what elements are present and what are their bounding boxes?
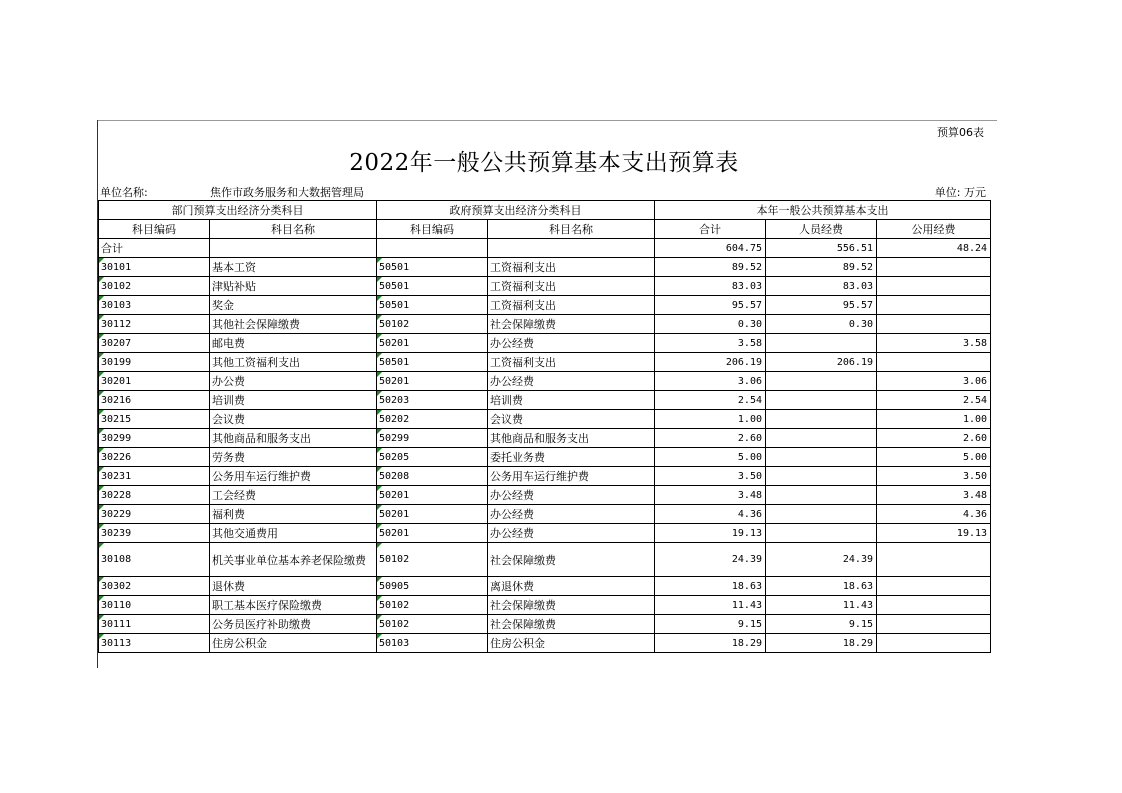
row-gov-code: 50103 bbox=[377, 634, 488, 653]
row-public bbox=[877, 543, 991, 577]
table-row bbox=[99, 486, 991, 505]
total-public: 48.24 bbox=[877, 239, 991, 258]
row-gov-code: 50102 bbox=[377, 596, 488, 615]
row-personnel bbox=[766, 486, 877, 505]
row-total: 1.00 bbox=[655, 410, 766, 429]
row-gov-code: 50201 bbox=[377, 505, 488, 524]
row-personnel bbox=[766, 372, 877, 391]
row-personnel: 11.43 bbox=[766, 596, 877, 615]
row-dept-code: 30215 bbox=[99, 410, 210, 429]
row-dept-name: 劳务费 bbox=[210, 448, 377, 467]
row-dept-code: 30231 bbox=[99, 467, 210, 486]
header-budget-group: 本年一般公共预算基本支出 bbox=[655, 201, 991, 220]
row-public: 3.58 bbox=[877, 334, 991, 353]
row-public: 5.00 bbox=[877, 448, 991, 467]
row-dept-name: 基本工资 bbox=[210, 258, 377, 277]
row-gov-code: 50299 bbox=[377, 429, 488, 448]
row-dept-name: 其他社会保障缴费 bbox=[210, 315, 377, 334]
row-dept-name: 其他交通费用 bbox=[210, 524, 377, 543]
row-total: 18.29 bbox=[655, 634, 766, 653]
total-row bbox=[99, 239, 991, 258]
row-dept-name: 津贴补贴 bbox=[210, 277, 377, 296]
row-total: 3.58 bbox=[655, 334, 766, 353]
row-public bbox=[877, 315, 991, 334]
row-gov-code: 50501 bbox=[377, 353, 488, 372]
row-gov-name: 办公经费 bbox=[488, 334, 655, 353]
row-dept-name: 其他工资福利支出 bbox=[210, 353, 377, 372]
row-gov-name: 培训费 bbox=[488, 391, 655, 410]
row-gov-name: 办公经费 bbox=[488, 505, 655, 524]
row-gov-code: 50203 bbox=[377, 391, 488, 410]
row-dept-name: 退休费 bbox=[210, 577, 377, 596]
row-personnel: 18.63 bbox=[766, 577, 877, 596]
table-row bbox=[99, 543, 991, 577]
row-dept-code: 30110 bbox=[99, 596, 210, 615]
row-dept-code: 30113 bbox=[99, 634, 210, 653]
row-dept-name: 办公费 bbox=[210, 372, 377, 391]
row-gov-name: 工资福利支出 bbox=[488, 277, 655, 296]
row-gov-code: 50202 bbox=[377, 410, 488, 429]
row-personnel: 206.19 bbox=[766, 353, 877, 372]
row-gov-name: 办公经费 bbox=[488, 524, 655, 543]
row-dept-name: 福利费 bbox=[210, 505, 377, 524]
row-personnel: 95.57 bbox=[766, 296, 877, 315]
row-total: 18.63 bbox=[655, 577, 766, 596]
header-dept-name: 科目名称 bbox=[210, 220, 377, 239]
row-public bbox=[877, 577, 991, 596]
table-row bbox=[99, 334, 991, 353]
row-gov-code: 50201 bbox=[377, 334, 488, 353]
table-row bbox=[99, 615, 991, 634]
row-gov-name: 离退休费 bbox=[488, 577, 655, 596]
header-group-row bbox=[99, 201, 991, 220]
row-personnel bbox=[766, 334, 877, 353]
header-dept-code: 科目编码 bbox=[99, 220, 210, 239]
table-row bbox=[99, 634, 991, 653]
row-public: 3.48 bbox=[877, 486, 991, 505]
table-row bbox=[99, 596, 991, 615]
row-total: 9.15 bbox=[655, 615, 766, 634]
row-dept-code: 30239 bbox=[99, 524, 210, 543]
header-gov-group: 政府预算支出经济分类科目 bbox=[377, 201, 655, 220]
row-personnel: 24.39 bbox=[766, 543, 877, 577]
table-row bbox=[99, 524, 991, 543]
table-row bbox=[99, 353, 991, 372]
row-dept-code: 30201 bbox=[99, 372, 210, 391]
row-total: 2.60 bbox=[655, 429, 766, 448]
row-total: 11.43 bbox=[655, 596, 766, 615]
header-gov-name: 科目名称 bbox=[488, 220, 655, 239]
total-sum: 604.75 bbox=[655, 239, 766, 258]
row-total: 2.54 bbox=[655, 391, 766, 410]
row-public: 19.13 bbox=[877, 524, 991, 543]
row-dept-code: 30103 bbox=[99, 296, 210, 315]
header-public: 公用经费 bbox=[877, 220, 991, 239]
row-gov-code: 50501 bbox=[377, 296, 488, 315]
row-gov-name: 住房公积金 bbox=[488, 634, 655, 653]
header-personnel: 人员经费 bbox=[766, 220, 877, 239]
row-personnel bbox=[766, 391, 877, 410]
row-personnel: 18.29 bbox=[766, 634, 877, 653]
row-public: 3.50 bbox=[877, 467, 991, 486]
table-row bbox=[99, 296, 991, 315]
row-dept-name: 工会经费 bbox=[210, 486, 377, 505]
row-gov-code: 50501 bbox=[377, 258, 488, 277]
row-dept-name: 培训费 bbox=[210, 391, 377, 410]
row-gov-name: 社会保障缴费 bbox=[488, 596, 655, 615]
header-dept-group: 部门预算支出经济分类科目 bbox=[99, 201, 377, 220]
row-public: 2.60 bbox=[877, 429, 991, 448]
row-gov-code: 50102 bbox=[377, 543, 488, 577]
row-dept-code: 30102 bbox=[99, 277, 210, 296]
row-total: 3.06 bbox=[655, 372, 766, 391]
row-personnel: 83.03 bbox=[766, 277, 877, 296]
sheet-code: 预算06表 bbox=[937, 126, 984, 139]
row-personnel: 89.52 bbox=[766, 258, 877, 277]
table-row bbox=[99, 467, 991, 486]
table-row bbox=[99, 577, 991, 596]
row-dept-code: 30299 bbox=[99, 429, 210, 448]
row-gov-name: 工资福利支出 bbox=[488, 258, 655, 277]
row-dept-code: 30226 bbox=[99, 448, 210, 467]
row-personnel: 9.15 bbox=[766, 615, 877, 634]
row-gov-name: 社会保障缴费 bbox=[488, 315, 655, 334]
header-gov-code: 科目编码 bbox=[377, 220, 488, 239]
row-total: 206.19 bbox=[655, 353, 766, 372]
row-personnel bbox=[766, 429, 877, 448]
row-public bbox=[877, 258, 991, 277]
row-public bbox=[877, 634, 991, 653]
row-total: 3.50 bbox=[655, 467, 766, 486]
table-row bbox=[99, 429, 991, 448]
row-public: 3.06 bbox=[877, 372, 991, 391]
row-gov-code: 50208 bbox=[377, 467, 488, 486]
row-personnel bbox=[766, 524, 877, 543]
table-row bbox=[99, 372, 991, 391]
row-dept-code: 30207 bbox=[99, 334, 210, 353]
table-row bbox=[99, 448, 991, 467]
row-dept-name: 公务员医疗补助缴费 bbox=[210, 615, 377, 634]
row-dept-name: 奖金 bbox=[210, 296, 377, 315]
row-public bbox=[877, 296, 991, 315]
row-gov-code: 50201 bbox=[377, 372, 488, 391]
table-row bbox=[99, 315, 991, 334]
row-gov-code: 50501 bbox=[377, 277, 488, 296]
row-personnel bbox=[766, 410, 877, 429]
row-gov-name: 会议费 bbox=[488, 410, 655, 429]
row-gov-name: 社会保障缴费 bbox=[488, 615, 655, 634]
table-row bbox=[99, 258, 991, 277]
table-row bbox=[99, 391, 991, 410]
row-total: 83.03 bbox=[655, 277, 766, 296]
unit-label: 单位名称: bbox=[100, 186, 148, 199]
row-dept-code: 30111 bbox=[99, 615, 210, 634]
row-dept-name: 住房公积金 bbox=[210, 634, 377, 653]
row-gov-name: 社会保障缴费 bbox=[488, 543, 655, 577]
department-name: 焦作市政务服务和大数据管理局 bbox=[210, 186, 364, 199]
row-dept-name: 机关事业单位基本养老保险缴费 bbox=[210, 543, 377, 577]
row-gov-name: 公务用车运行维护费 bbox=[488, 467, 655, 486]
row-gov-name: 委托业务费 bbox=[488, 448, 655, 467]
row-dept-code: 30108 bbox=[99, 543, 210, 577]
row-total: 24.39 bbox=[655, 543, 766, 577]
row-dept-name: 邮电费 bbox=[210, 334, 377, 353]
row-total: 19.13 bbox=[655, 524, 766, 543]
row-dept-name: 会议费 bbox=[210, 410, 377, 429]
total-label: 合计 bbox=[99, 239, 210, 258]
row-dept-code: 30199 bbox=[99, 353, 210, 372]
table-row bbox=[99, 277, 991, 296]
row-dept-code: 30302 bbox=[99, 577, 210, 596]
row-dept-code: 30229 bbox=[99, 505, 210, 524]
row-gov-code: 50102 bbox=[377, 615, 488, 634]
row-total: 5.00 bbox=[655, 448, 766, 467]
row-public bbox=[877, 353, 991, 372]
currency-unit: 单位: 万元 bbox=[934, 186, 986, 199]
row-personnel: 0.30 bbox=[766, 315, 877, 334]
row-dept-code: 30112 bbox=[99, 315, 210, 334]
header-column-row bbox=[99, 220, 991, 239]
row-gov-name: 其他商品和服务支出 bbox=[488, 429, 655, 448]
sheet-top-border bbox=[97, 120, 997, 121]
row-gov-name: 办公经费 bbox=[488, 486, 655, 505]
row-gov-name: 工资福利支出 bbox=[488, 353, 655, 372]
row-dept-name: 其他商品和服务支出 bbox=[210, 429, 377, 448]
row-gov-code: 50201 bbox=[377, 486, 488, 505]
row-gov-name: 工资福利支出 bbox=[488, 296, 655, 315]
row-total: 95.57 bbox=[655, 296, 766, 315]
row-total: 0.30 bbox=[655, 315, 766, 334]
row-public: 1.00 bbox=[877, 410, 991, 429]
row-total: 4.36 bbox=[655, 505, 766, 524]
total-personnel: 556.51 bbox=[766, 239, 877, 258]
table-row bbox=[99, 505, 991, 524]
row-gov-code: 50905 bbox=[377, 577, 488, 596]
table-row bbox=[99, 410, 991, 429]
row-public bbox=[877, 277, 991, 296]
row-personnel bbox=[766, 467, 877, 486]
row-gov-code: 50102 bbox=[377, 315, 488, 334]
row-dept-name: 公务用车运行维护费 bbox=[210, 467, 377, 486]
row-personnel bbox=[766, 448, 877, 467]
row-dept-code: 30101 bbox=[99, 258, 210, 277]
row-gov-code: 50201 bbox=[377, 524, 488, 543]
row-public bbox=[877, 615, 991, 634]
row-dept-name: 职工基本医疗保险缴费 bbox=[210, 596, 377, 615]
row-public: 2.54 bbox=[877, 391, 991, 410]
row-gov-name: 办公经费 bbox=[488, 372, 655, 391]
row-gov-code: 50205 bbox=[377, 448, 488, 467]
budget-table bbox=[98, 200, 991, 653]
row-public: 4.36 bbox=[877, 505, 991, 524]
row-personnel bbox=[766, 505, 877, 524]
row-public bbox=[877, 596, 991, 615]
page-title: 2022年一般公共预算基本支出预算表 bbox=[349, 150, 739, 176]
header-total: 合计 bbox=[655, 220, 766, 239]
row-total: 89.52 bbox=[655, 258, 766, 277]
row-dept-code: 30228 bbox=[99, 486, 210, 505]
row-dept-code: 30216 bbox=[99, 391, 210, 410]
row-total: 3.48 bbox=[655, 486, 766, 505]
